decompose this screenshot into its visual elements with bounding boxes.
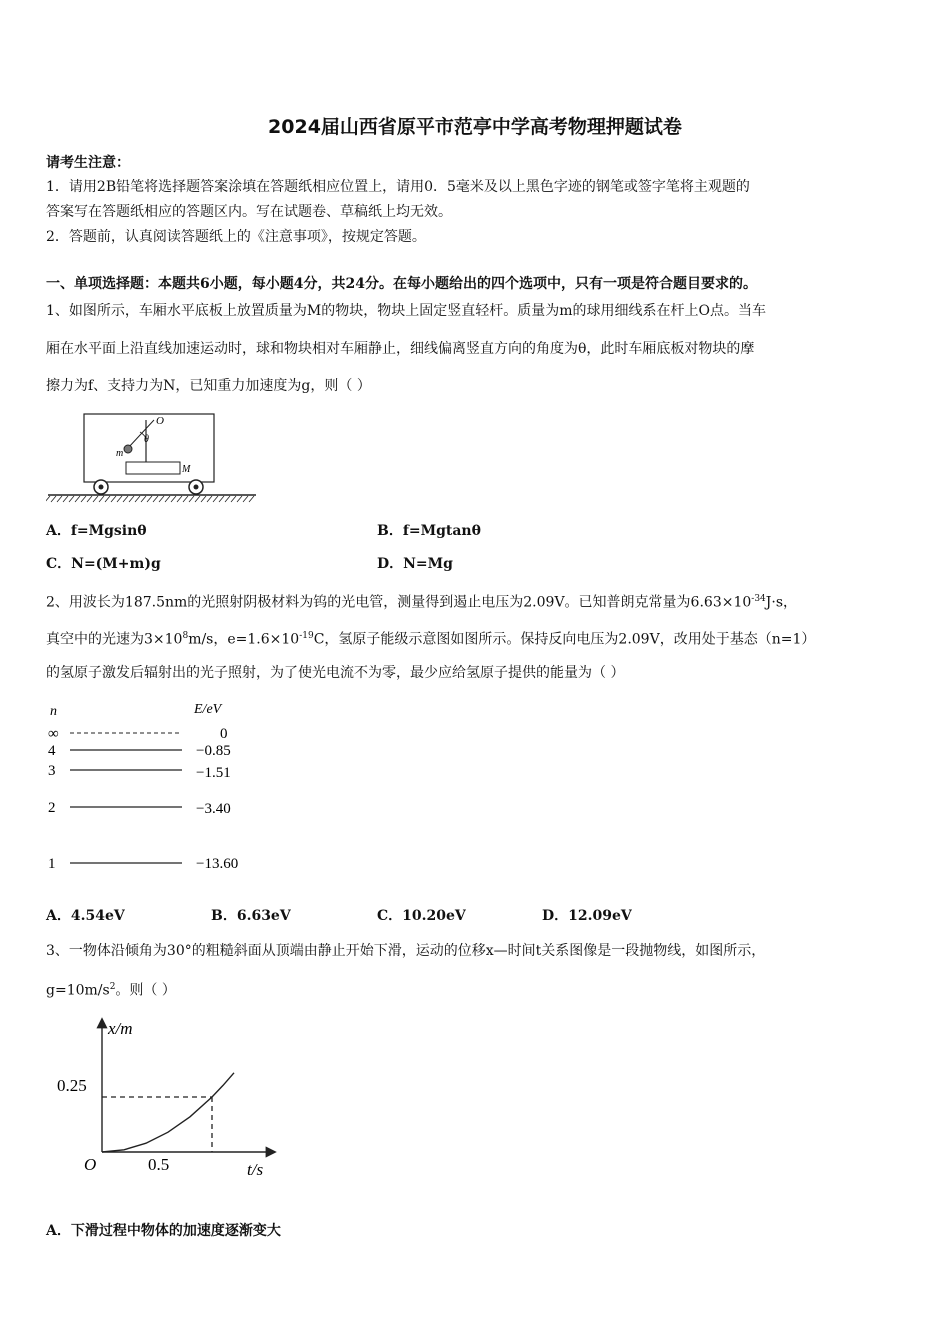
ground-hatch [51, 496, 56, 502]
ground-hatch [171, 496, 176, 502]
ball [124, 445, 132, 453]
origin-label: O [84, 1155, 97, 1174]
ground-hatch [159, 496, 164, 502]
ground-hatch [99, 496, 104, 502]
label-theta: θ [144, 434, 149, 445]
ground-hatch [123, 496, 128, 502]
ground-hatch [153, 496, 158, 502]
ground-hatch [207, 496, 212, 502]
energy-level-diagram [40, 695, 270, 880]
q1-option-b: B．f=Mgtanθ [377, 523, 481, 539]
question-1-text: 1、如图所示，车厢水平底板上放置质量为M的物块，物块上固定竖直轻杆。质量为m的球用细线系在杆上O点。当车 [46, 303, 766, 319]
level-energy: −3.40 [196, 801, 231, 817]
ground-hatch [87, 496, 92, 502]
page-title: 2024届山西省原平市范亭中学高考物理押题试卷 [268, 116, 682, 138]
n-axis-label: n [50, 704, 57, 719]
question-3-text: 3、一物体沿倾角为30°的粗糙斜面从顶端由静止开始下滑，运动的位移x—时间t关系图像是一段抛物线，如图所示， [46, 943, 766, 959]
ground-hatch [225, 496, 230, 502]
ground-hatch [189, 496, 194, 502]
q2-option-a: A．4.54eV [46, 908, 125, 924]
label-M: M [182, 464, 191, 475]
ground-hatch [69, 496, 74, 502]
q2-option-d: D．12.09eV [542, 908, 632, 924]
q1-option-d: D．N=Mg [377, 556, 453, 572]
ground-hatch [81, 496, 86, 502]
section-heading: 一、单项选择题：本题共6小题，每小题4分，共24分。在每小题给出的四个选项中，只有一项是符合题目要求的。 [46, 276, 757, 292]
y-axis-label: x/m [108, 1019, 133, 1038]
level-energy: −0.85 [196, 743, 231, 759]
ground-hatch [75, 496, 80, 502]
level-energy: −13.60 [196, 856, 239, 872]
ground-hatch [63, 496, 68, 502]
level-n: 2 [48, 800, 56, 816]
label-O: O [156, 415, 164, 427]
ground-hatch [243, 496, 248, 502]
question-1-text: 厢在水平面上沿直线加速运动时，球和物块相对车厢静止，细线偏离竖直方向的角度为θ，此时车厢底板对物块的摩 [46, 341, 755, 357]
level-n: 3 [48, 763, 56, 779]
ground-hatch [201, 496, 206, 502]
ground-hatch [183, 496, 188, 502]
notice-heading: 请考生注意： [46, 155, 130, 171]
ground-hatch [237, 496, 242, 502]
ground-hatch [57, 496, 62, 502]
ground-hatch [93, 496, 98, 502]
ground-hatch [111, 496, 116, 502]
cart-figure [46, 408, 261, 504]
ground-hatch [117, 496, 122, 502]
level-energy: −1.51 [196, 765, 231, 781]
x-tick-label: 0.5 [148, 1155, 170, 1174]
level-n: 4 [48, 743, 56, 759]
x-axis-label: t/s [247, 1160, 264, 1179]
q1-option-a: A．f=Mgsinθ [46, 523, 147, 539]
q2-option-c: C．10.20eV [377, 908, 466, 924]
notice-line: 答案写在答题纸相应的答题区内。写在试题卷、草稿纸上均无效。 [46, 204, 452, 220]
question-2-text: 的氢原子激发后辐射出的光子照射，为了使光电流不为零，最少应给氢原子提供的能量为（ ） [46, 665, 625, 681]
level-n: 1 [48, 856, 56, 872]
level-n: ∞ [48, 726, 59, 742]
ground-hatch [147, 496, 152, 502]
ground-hatch [219, 496, 224, 502]
level-energy: 0 [220, 726, 228, 742]
ground-hatch [135, 496, 140, 502]
q1-option-c: C．N=(M+m)g [46, 556, 161, 572]
ground-hatch [231, 496, 236, 502]
energy-axis-label: E/eV [194, 702, 222, 717]
xt-graph [52, 1010, 292, 1185]
y-tick-label: 0.25 [57, 1076, 87, 1095]
ground-hatch [213, 496, 218, 502]
ground-hatch [177, 496, 182, 502]
question-1-text: 擦力为f、支持力为N，已知重力加速度为g，则（ ） [46, 378, 371, 394]
string [128, 420, 154, 448]
q3-option-a: A．下滑过程中物体的加速度逐渐变大 [46, 1223, 281, 1239]
ground-hatch [195, 496, 200, 502]
question-2-text: 真空中的光速为$3\times 10^8m/s$，$e=1.6\times 10^{-19}C$，氢原子能级示意图如图所示。保持反向电压为2.09V，改用处于基态（n=1） [46, 631, 816, 648]
question-3-text: $g=10m/s^2$。则（ ） [46, 982, 176, 999]
ground-hatch [105, 496, 110, 502]
ground-hatch [249, 496, 254, 502]
q2-option-b: B．6.63eV [211, 908, 291, 924]
ground-hatch [129, 496, 134, 502]
ground-hatch [46, 496, 50, 502]
ground-hatch [165, 496, 170, 502]
notice-line: 1．请用2B铅笔将选择题答案涂填在答题纸相应位置上，请用0．5毫米及以上黑色字迹的钢笔或签字笔将主观题的 [46, 179, 750, 195]
ground-hatch [141, 496, 146, 502]
notice-line: 2．答题前，认真阅读答题纸上的《注意事项》，按规定答题。 [46, 229, 426, 245]
block-M [126, 462, 180, 474]
label-m: m [116, 448, 124, 459]
parabola-curve [102, 1073, 234, 1152]
question-2-text: 2、用波长为187.5nm的光照射阴极材料为钨的光电管，测量得到遏止电压为2.09V。已知普朗克常量为$6.63\times 10^{-34}J\cdot s$， [46, 594, 798, 611]
